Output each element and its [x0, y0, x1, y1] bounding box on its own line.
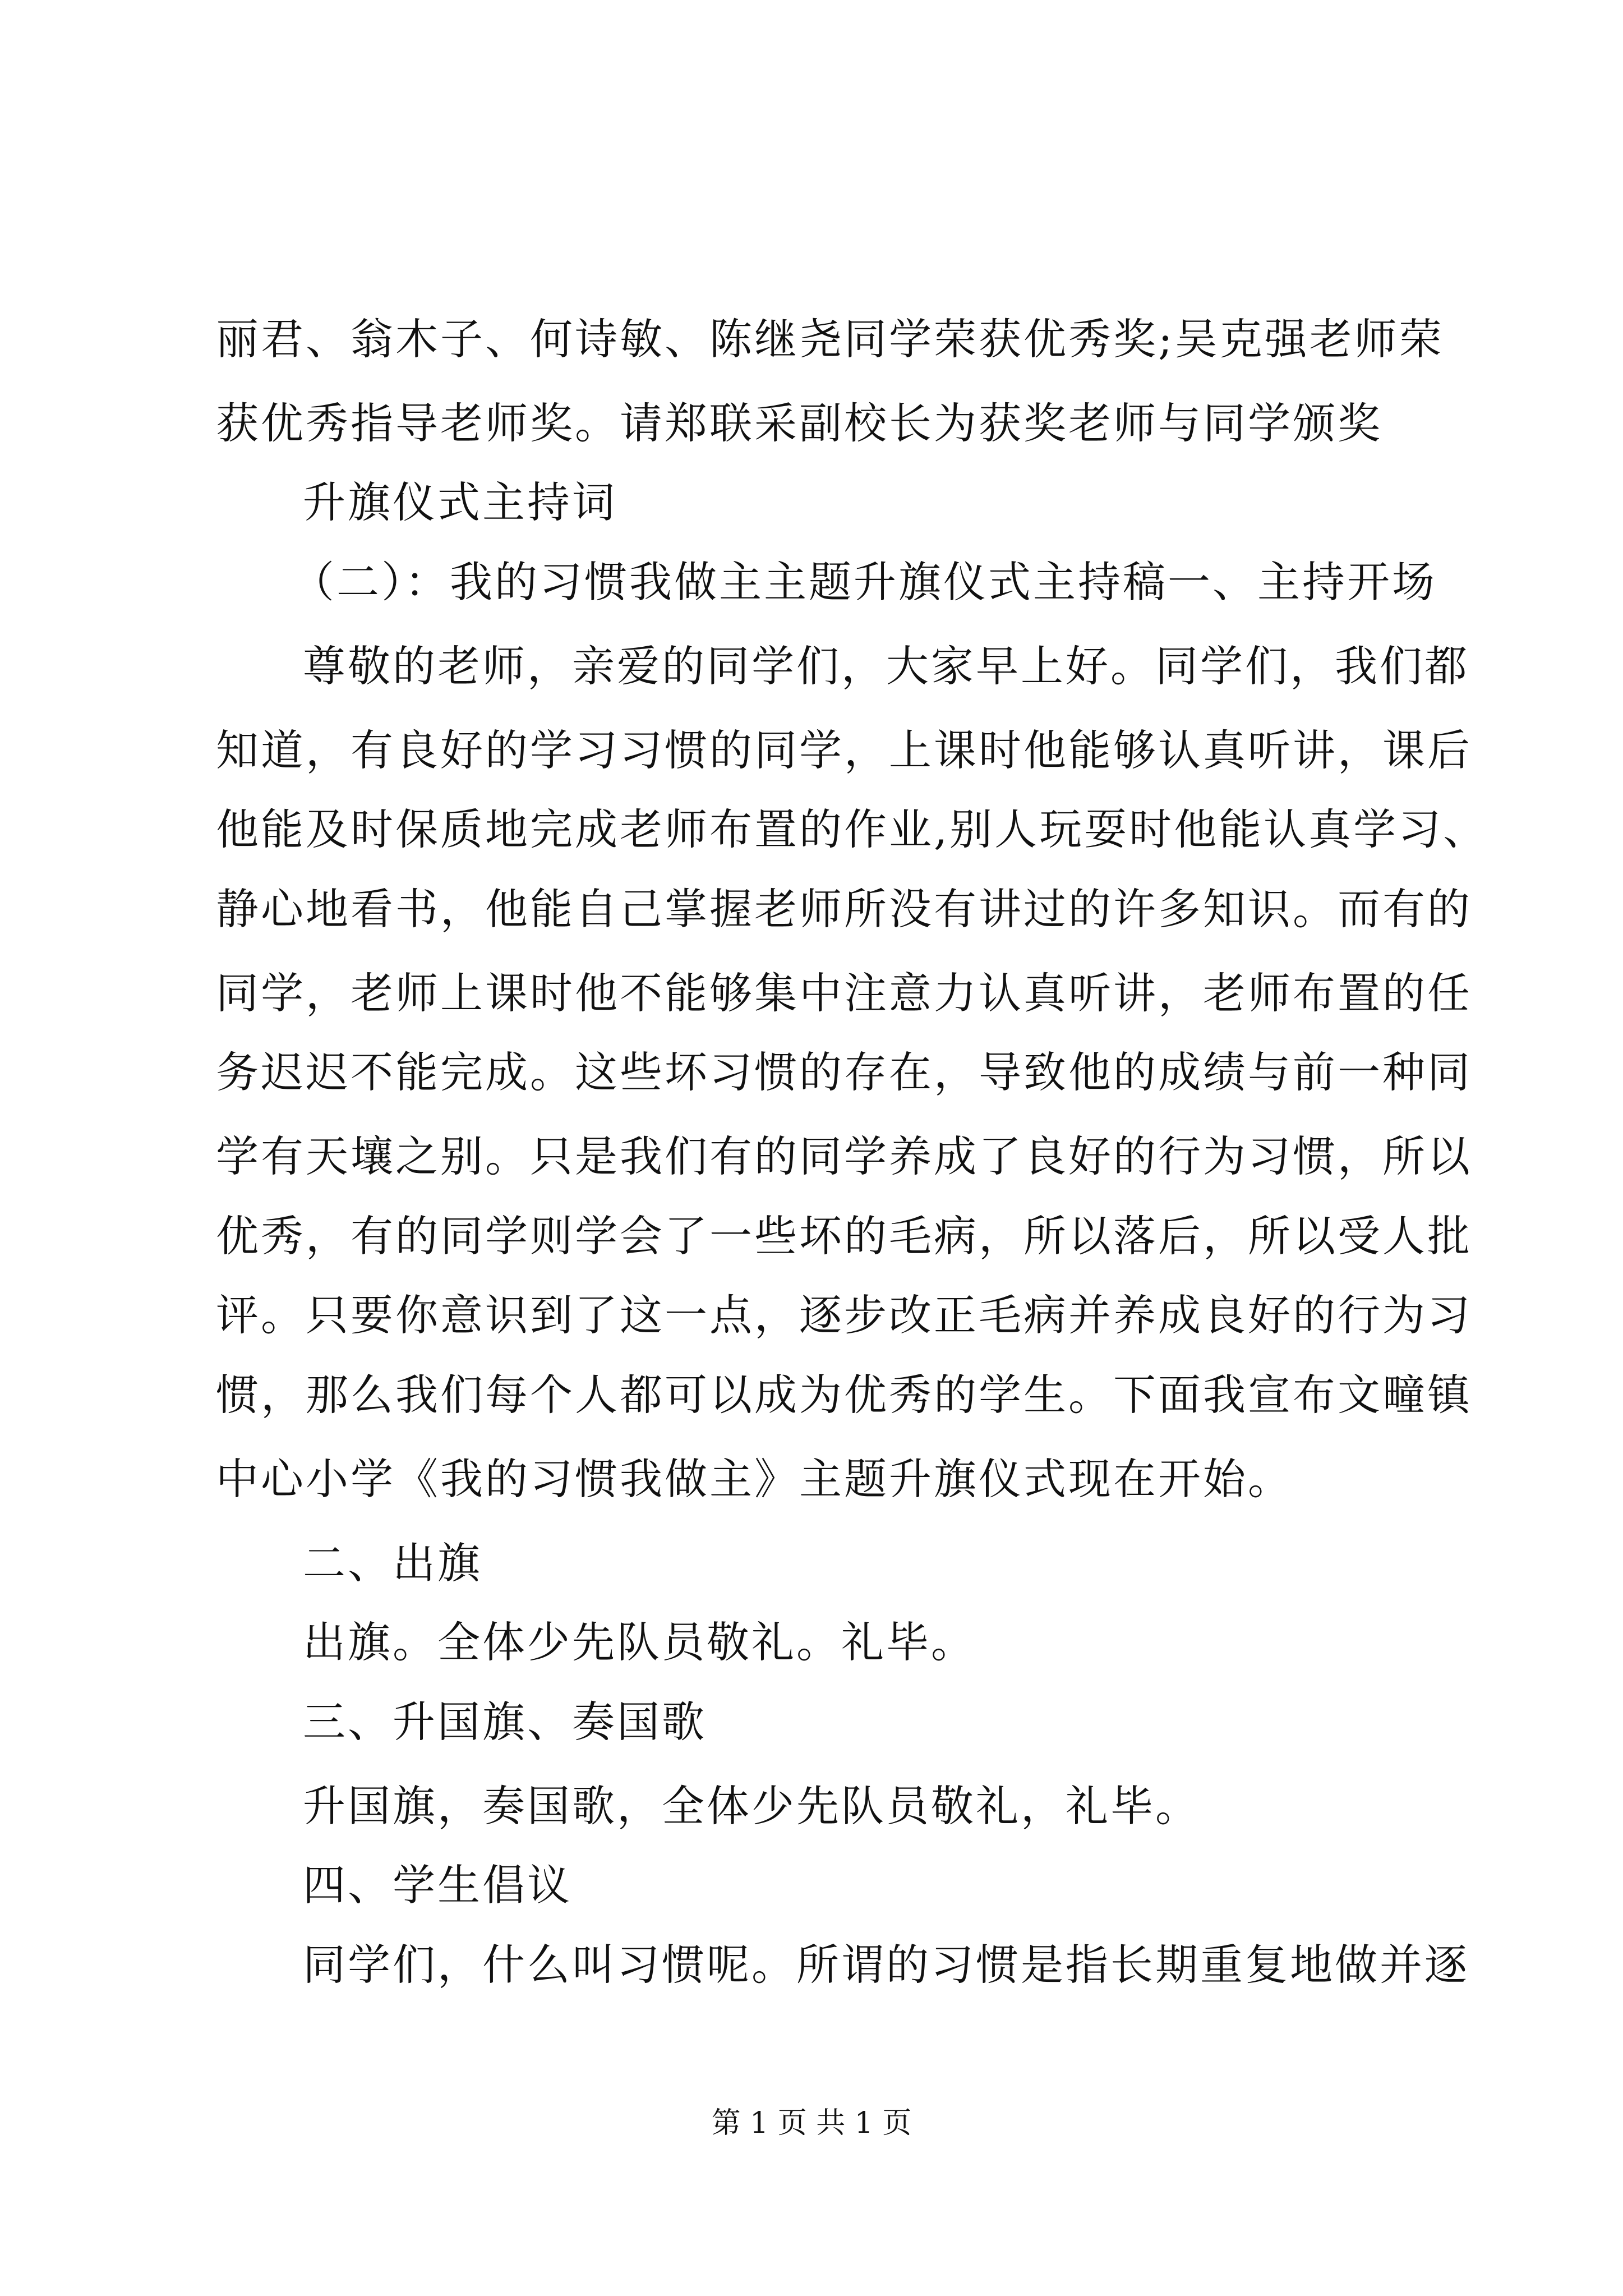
section-heading: 二、出旗 — [303, 1538, 482, 1588]
heading-line: （二）：我的习惯我做主主题升旗仪式主持稿一、主持开场 — [292, 557, 1437, 607]
heading-line: 升旗仪式主持词 — [303, 477, 617, 527]
section-heading: 三、升国旗、奏国歌 — [303, 1697, 707, 1747]
text-line: 丽君、翁木子、何诗敏、陈继尧同学荣获优秀奖;吴克强老师荣 — [216, 314, 1444, 364]
text-line: 同学们，什么叫习惯呢。所谓的习惯是指长期重复地做并逐 — [303, 1940, 1469, 1990]
text-line: 优秀，有的同学则学会了一些坏的毛病，所以落后，所以受人批 — [216, 1211, 1472, 1261]
text-line: 尊敬的老师，亲爱的同学们，大家早上好。同学们，我们都 — [303, 641, 1469, 691]
text-line: 出旗。全体少先队员敬礼。礼毕。 — [303, 1617, 976, 1667]
text-line: 获优秀指导老师奖。请郑联采副校长为获奖老师与同学颁奖 — [216, 398, 1382, 448]
page-footer: 第 1 页 共 1 页 — [711, 2106, 912, 2140]
text-line: 静心地看书，他能自己掌握老师所没有讲过的许多知识。而有的 — [216, 884, 1472, 934]
text-line: 务迟迟不能完成。这些坏习惯的存在，导致他的成绩与前一种同 — [216, 1047, 1472, 1097]
text-line: 学有天壤之别。只是我们有的同学养成了良好的行为习惯，所以 — [216, 1131, 1472, 1181]
text-line: 升国旗，奏国歌，全体少先队员敬礼，礼毕。 — [303, 1781, 1200, 1831]
text-line: 同学，老师上课时他不能够集中注意力认真听讲，老师布置的任 — [216, 968, 1472, 1018]
text-line: 惯，那么我们每个人都可以成为优秀的学生。下面我宣布文疃镇 — [216, 1370, 1472, 1420]
text-line: 他能及时保质地完成老师布置的作业,别人玩耍时他能认真学习、 — [216, 804, 1488, 854]
text-line: 知道，有良好的学习习惯的同学，上课时他能够认真听讲，课后 — [216, 725, 1472, 775]
section-heading: 四、学生倡议 — [303, 1860, 572, 1910]
text-line: 中心小学《我的习惯我做主》主题升旗仪式现在开始。 — [216, 1454, 1293, 1504]
text-line: 评。只要你意识到了这一点，逐步改正毛病并养成良好的行为习 — [216, 1290, 1472, 1340]
